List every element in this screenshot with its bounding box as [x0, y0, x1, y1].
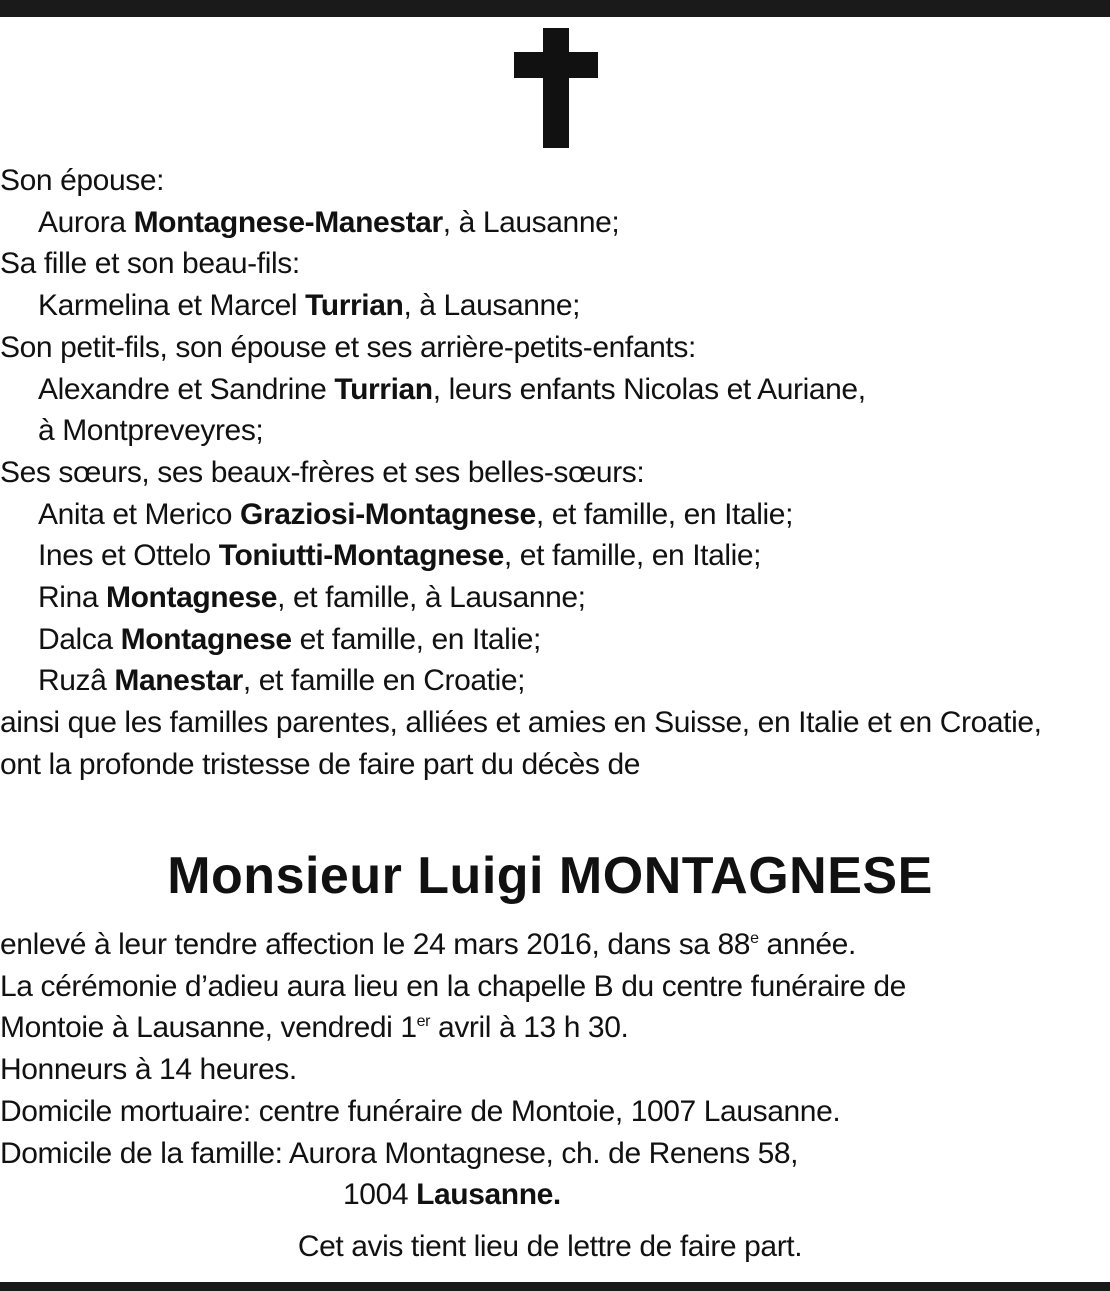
- top-rule: [0, 0, 1110, 17]
- sibling-entry: Anita et Merico Graziosi-Montagnese, et famille, en Italie;: [38, 497, 794, 531]
- death-date-line: enlevé à leur tendre affection le 24 mars 2016, dans sa 88e année.: [0, 928, 856, 961]
- grandson-entry-continued: à Montpreveyres;: [38, 414, 264, 448]
- announcement-line: ont la profonde tristesse de faire part du décès de: [0, 747, 641, 781]
- ceremony-line-continued: Montoie à Lausanne, vendredi 1er avril à 13 h 30.: [0, 1011, 629, 1045]
- spouse-entry: Aurora Montagnese-Manestar, à Lausanne;: [38, 205, 620, 239]
- ceremony-details: [0, 924, 1108, 1216]
- family-address: Domicile de la famille: Aurora Montagnese, ch. de Renens 58,: [0, 1136, 799, 1170]
- grandson-entry: Alexandre et Sandrine Turrian, leurs enfants Nicolas et Auriane,: [38, 372, 866, 406]
- daughter-label: Sa fille et son beau-fils:: [0, 247, 300, 281]
- sibling-entry: Ruzâ Manestar, et famille en Croatie;: [38, 664, 526, 698]
- sibling-entry: Ines et Ottelo Toniutti-Montagnese, et famille, en Italie;: [38, 539, 762, 573]
- siblings-label: Ses sœurs, ses beaux-frères et ses belles-sœurs:: [0, 455, 645, 489]
- bottom-rule: [0, 1282, 1110, 1291]
- ceremony-line: La cérémonie d’adieu aura lieu en la chapelle B du centre funéraire de: [0, 969, 906, 1003]
- cross-icon: [514, 28, 598, 148]
- daughter-entry: Karmelina et Marcel Turrian, à Lausanne;: [38, 289, 581, 323]
- family-list: [0, 160, 1108, 786]
- closing-note: Cet avis tient lieu de lettre de faire part.: [297, 1230, 803, 1263]
- sibling-entry: Rina Montagnese, et famille, à Lausanne;: [38, 581, 586, 615]
- sibling-entry: Dalca Montagnese et famille, en Italie;: [38, 622, 541, 656]
- honors-line: Honneurs à 14 heures.: [0, 1053, 297, 1087]
- spouse-label: Son épouse:: [0, 164, 165, 197]
- family-address-city: 1004 Lausanne.: [343, 1178, 561, 1212]
- relatives-line: ainsi que les familles parentes, alliées et amies en Suisse, en Italie et en Croatie,: [0, 706, 1042, 740]
- grandson-label: Son petit-fils, son épouse et ses arrière-petits-enfants:: [0, 330, 696, 364]
- mortuary-address: Domicile mortuaire: centre funéraire de Montoie, 1007 Lausanne.: [0, 1094, 841, 1128]
- deceased-name: Monsieur Luigi MONTAGNESE: [167, 847, 933, 905]
